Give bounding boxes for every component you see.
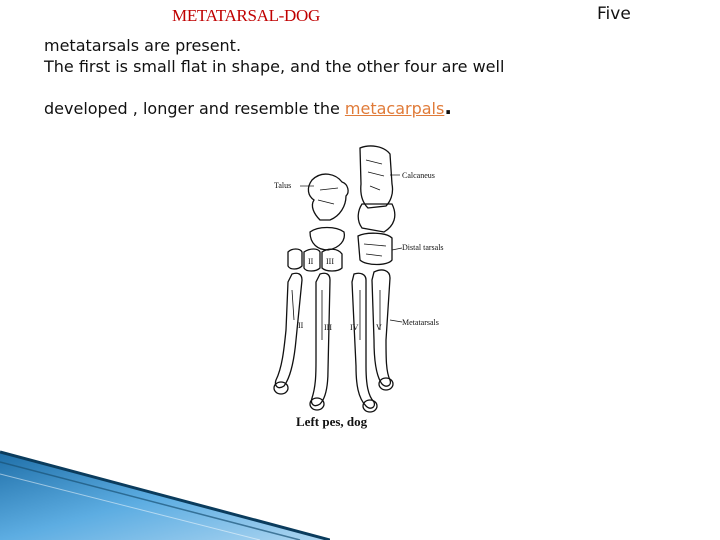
figure-caption: Left pes, dog <box>296 414 368 429</box>
metatarsal-ii <box>275 273 302 387</box>
body-line-3-end: . <box>444 95 452 119</box>
central-tarsal <box>310 228 344 251</box>
dog-pes-diagram <box>262 140 462 440</box>
metatarsal-v-head <box>379 378 393 390</box>
metatarsal-iv <box>352 273 374 408</box>
slide-title: METATARSAL-DOG <box>172 6 320 25</box>
corner-decoration <box>0 440 330 540</box>
bone-outlines <box>274 146 395 412</box>
fourth-tarsal <box>358 233 392 264</box>
body-line-2: The first is small flat in shape, and the other four are well <box>44 57 505 76</box>
label-distal-tarsals: Distal tarsals <box>402 243 444 252</box>
numeral-ii: II <box>298 321 304 330</box>
text-five: Five <box>597 4 631 24</box>
label-calcaneus: Calcaneus <box>402 171 435 180</box>
body-line-1: metatarsals are present. <box>44 36 242 55</box>
metatarsal-iii <box>311 273 330 405</box>
body-line-3 <box>44 95 452 119</box>
numeral-v: V <box>376 323 382 332</box>
metacarpals-link[interactable]: metacarpals <box>344 99 445 118</box>
numeral-iii-top: III <box>326 257 334 266</box>
numeral-iii: III <box>324 323 332 332</box>
talus-bone <box>308 174 348 220</box>
label-metatarsals: Metatarsals <box>402 318 439 327</box>
label-talus: Talus <box>274 181 292 190</box>
numeral-ii-top: II <box>308 257 314 266</box>
calcaneus-base <box>358 204 395 232</box>
tarsal-1 <box>288 249 302 269</box>
numeral-iv: IV <box>350 323 359 332</box>
bone-details <box>292 160 386 340</box>
calcaneus-bone <box>360 146 393 208</box>
body-line-3-text: developed , longer and resemble the <box>44 99 345 118</box>
